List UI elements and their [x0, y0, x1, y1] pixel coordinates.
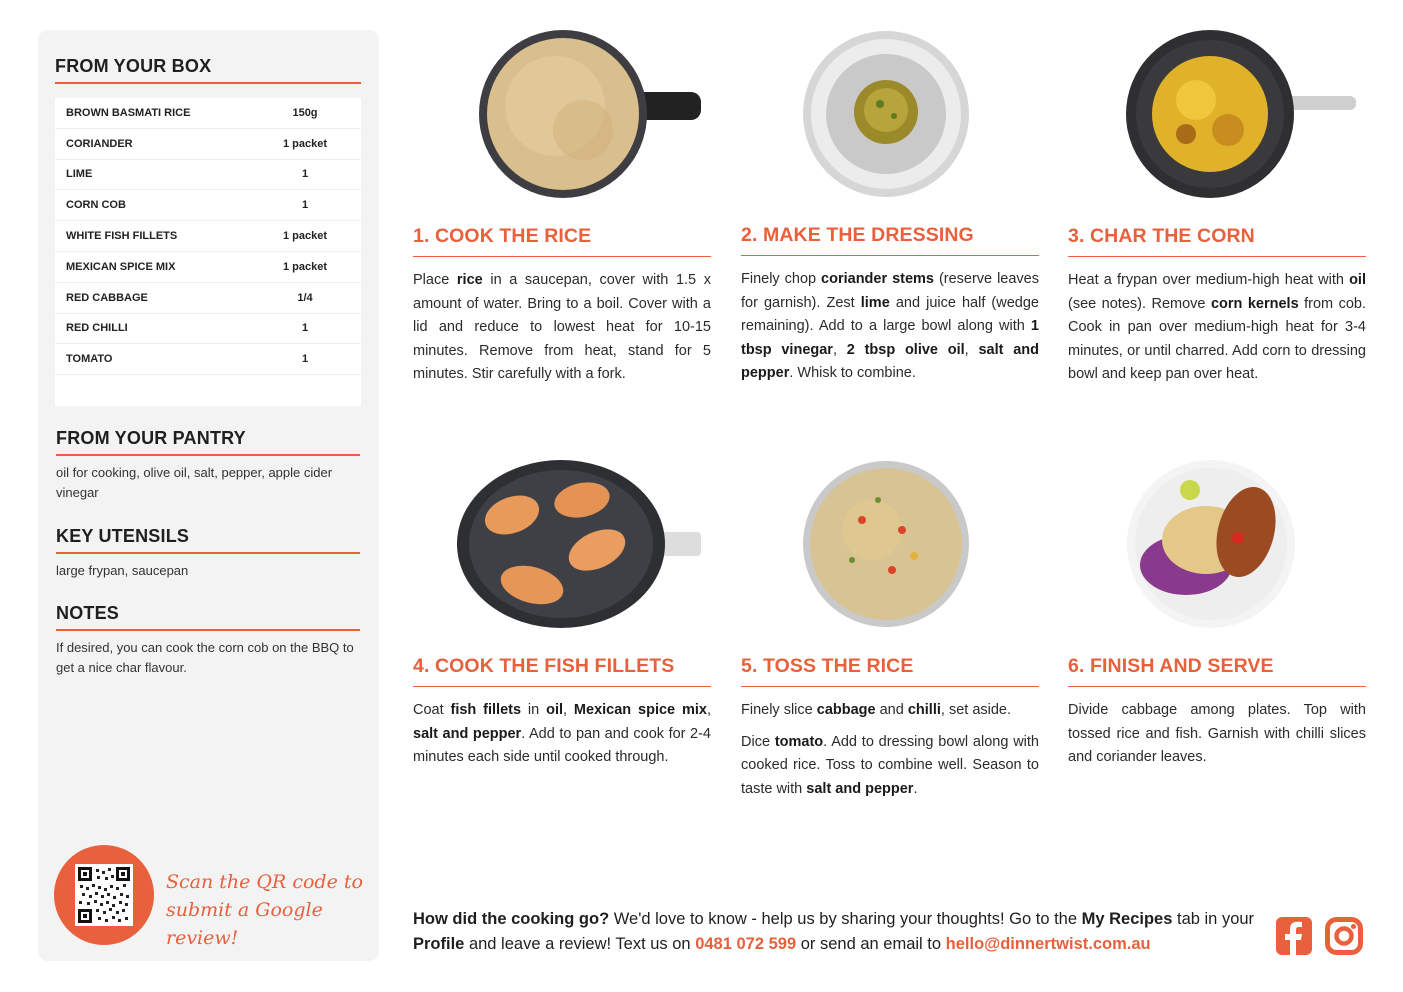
- qr-caption-line: Scan the QR code to: [166, 871, 363, 893]
- charred-corn-pan-photo: [1116, 30, 1358, 198]
- my-recipes-link[interactable]: My Recipes: [1081, 910, 1173, 928]
- ingredient-qty: 1: [301, 353, 309, 366]
- dressing-bowl-photo: [802, 30, 970, 198]
- ingredient-qty: 1 packet: [282, 137, 328, 150]
- ingredient-name: MEXICAN SPICE MIX: [66, 260, 176, 273]
- ingredient-qty: 1/4: [297, 291, 313, 304]
- ingredient-name: TOMATO: [66, 353, 113, 366]
- ingredient-name: WHITE FISH FILLETS: [66, 230, 178, 243]
- ingredient-qty: 1: [301, 168, 309, 181]
- divider: [55, 82, 361, 84]
- utensils-heading: KEY UTENSILS: [56, 526, 190, 546]
- step-make-dressing: [741, 224, 1039, 386]
- plated-dish-photo: [1126, 460, 1296, 628]
- step-body: Coat fish fillets in oil, Mexican spice mix, salt and pepper. Add to pan and cook for 2-4 minutes each side until cooked through.: [413, 702, 712, 765]
- ingredient-row: [55, 160, 361, 191]
- ingredient-row: [55, 98, 361, 129]
- facebook-icon[interactable]: [1276, 917, 1312, 955]
- ingredient-row: [55, 252, 361, 283]
- ingredient-qty: 1: [301, 199, 309, 212]
- ingredient-row: [55, 344, 361, 375]
- pantry-section: [56, 428, 361, 503]
- ingredient-name: RED CHILLI: [66, 322, 128, 335]
- ingredients-sidebar: [38, 30, 379, 961]
- profile-link[interactable]: Profile: [413, 935, 465, 953]
- divider: [56, 629, 360, 631]
- qr-badge: [54, 845, 154, 945]
- ingredient-name: CORN COB: [66, 199, 126, 212]
- utensils-section: [56, 526, 361, 581]
- notes-heading: NOTES: [56, 603, 120, 623]
- qr-caption-line: submit a Google review!: [166, 899, 323, 949]
- step-cook-rice: [413, 225, 711, 387]
- step-body: Heat a frypan over medium-high heat with oil (see notes). Remove corn kernels from cob. Cook in pan over medium-high heat for 3-4 minutes, or until charred. Add corn to dressing bowl and keep pan over heat.: [1068, 272, 1366, 382]
- ingredient-row: [55, 283, 361, 314]
- feedback-question: How did the cooking go?: [413, 910, 610, 928]
- ingredient-name: BROWN BASMATI RICE: [66, 106, 191, 119]
- pantry-text: oil for cooking, olive oil, salt, pepper, apple cider vinegar: [56, 465, 333, 500]
- step-body: Finely slice cabbage and chilli, set aside. Dice tomato. Add to dressing bowl along with cooked rice. Toss to combine well. Season to taste with salt and pepper.: [741, 702, 1039, 797]
- step-title: 5. TOSS THE RICE: [741, 655, 1039, 687]
- utensils-text: large frypan, saucepan: [56, 563, 189, 578]
- tossed-rice-bowl-photo: [802, 460, 970, 628]
- ingredient-row: [55, 129, 361, 160]
- step-char-corn: [1068, 225, 1366, 387]
- step-body: Place rice in a saucepan, cover with 1.5 x amount of water. Bring to a boil. Cover with a lid and reduce to lowest heat for 10-15 minutes. Remove from heat, stand for 5 minutes. Stir carefully with a fork.: [413, 272, 711, 382]
- ingredient-qty: 1 packet: [282, 260, 328, 273]
- step-title: 4. COOK THE FISH FILLETS: [413, 655, 711, 687]
- ingredient-qty: 1: [301, 322, 309, 335]
- feedback-footer: How did the cooking go? We'd love to know - help us by sharing your thoughts! Go to the My Recipes tab in your Profile and leave a review! Text us on 0481 072 599 or send an email to hello@dinnertwist.com.au: [413, 910, 1255, 953]
- step-body: Divide cabbage among plates. Top with tossed rice and fish. Garnish with chilli slices and coriander leaves.: [1068, 702, 1366, 765]
- qr-code-icon[interactable]: [75, 864, 133, 926]
- ingredient-row: [55, 314, 361, 345]
- divider: [56, 552, 360, 554]
- step-toss-rice: [741, 655, 1039, 801]
- step-finish-serve: [1068, 655, 1366, 770]
- rice-in-saucepan-photo: [463, 30, 703, 198]
- step-body: Finely chop coriander stems (reserve leaves for garnish). Zest lime and juice half (wedge remaining). Add to a large bowl along with 1 tbsp vinegar, 2 tbsp olive oil, salt and pepper. Whisk to combine.: [741, 271, 1039, 381]
- ingredient-name: LIME: [66, 168, 93, 181]
- ingredient-name: CORIANDER: [66, 137, 133, 150]
- notes-section: [56, 603, 361, 678]
- step-title: 2. MAKE THE DRESSING: [741, 224, 1039, 256]
- step-cook-fish: [413, 655, 711, 770]
- ingredient-name: RED CABBAGE: [66, 291, 148, 304]
- phone-link[interactable]: 0481 072 599: [695, 935, 797, 953]
- instagram-icon[interactable]: [1325, 917, 1363, 955]
- step-title: 1. COOK THE RICE: [413, 225, 711, 257]
- step-title: 6. FINISH AND SERVE: [1068, 655, 1366, 687]
- ingredient-row: [55, 221, 361, 252]
- from-your-box-heading: FROM YOUR BOX: [55, 56, 212, 76]
- step-title: 3. CHAR THE CORN: [1068, 225, 1366, 257]
- notes-text: If desired, you can cook the corn cob on the BBQ to get a nice char flavour.: [56, 640, 354, 675]
- email-link[interactable]: hello@dinnertwist.com.au: [945, 935, 1151, 953]
- divider: [56, 454, 360, 456]
- ingredient-qty: 1 packet: [282, 230, 328, 243]
- ingredient-qty: 150g: [292, 106, 318, 119]
- pantry-heading: FROM YOUR PANTRY: [56, 428, 246, 448]
- fish-fillets-pan-photo: [457, 460, 703, 628]
- ingredients-table: [55, 98, 361, 406]
- ingredient-row: [55, 190, 361, 221]
- qr-caption: [166, 868, 366, 952]
